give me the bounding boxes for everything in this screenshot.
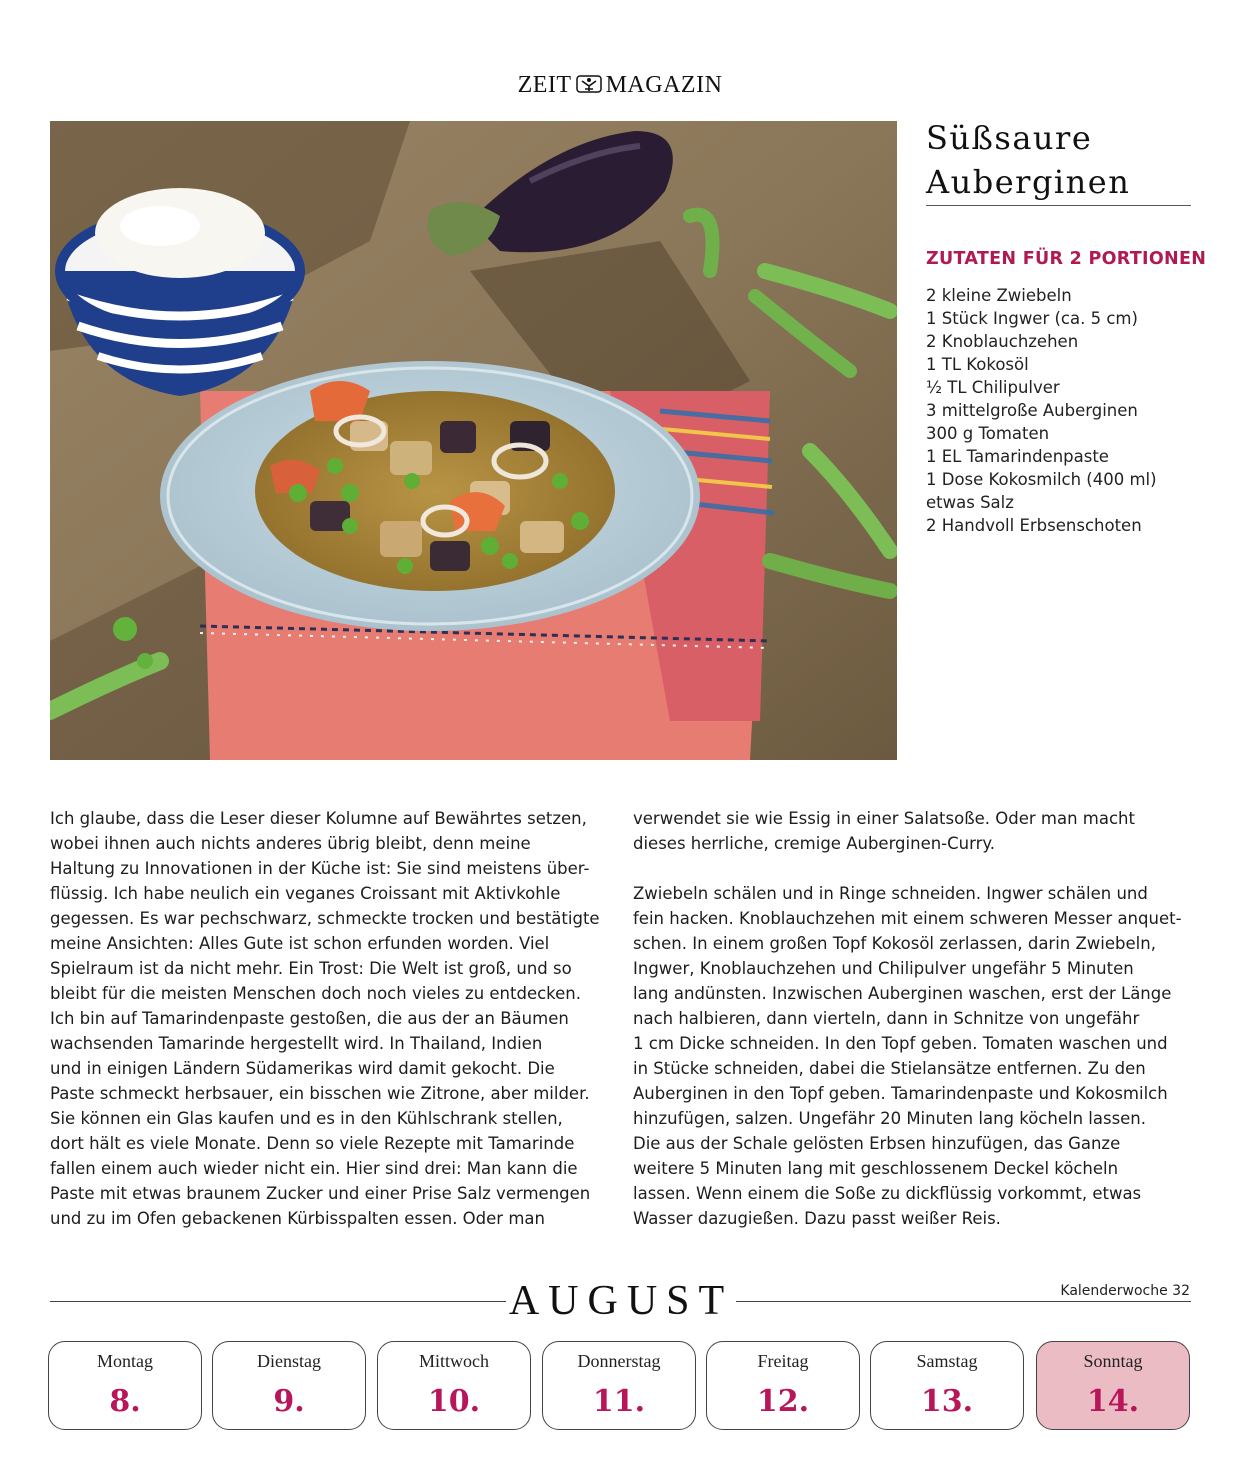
day-number: 14.: [1086, 1384, 1140, 1419]
month-rule-left: [50, 1301, 506, 1302]
week-label: Kalenderwoche 32: [1060, 1283, 1190, 1299]
ingredients-list: [926, 284, 1157, 537]
recipe-title-line1: Süßsaure: [926, 119, 1093, 157]
ingredient-item: 2 Handvoll Erbsenschoten: [926, 516, 1142, 535]
masthead-right: MAGAZIN: [605, 72, 723, 98]
ingredient-item: 1 EL Tamarindenpaste: [926, 447, 1109, 466]
day-number: 13.: [920, 1384, 974, 1419]
day-cell-saturday: [870, 1341, 1024, 1430]
ingredient-item: 1 Stück Ingwer (ca. 5 cm): [926, 309, 1138, 328]
day-name: Sonntag: [1083, 1351, 1143, 1371]
month-rule-right: [736, 1301, 1191, 1302]
ingredients-heading: ZUTATEN FÜR 2 PORTIONEN: [926, 249, 1207, 269]
day-name: Montag: [97, 1351, 153, 1371]
day-number: 8.: [109, 1384, 141, 1419]
eagle-crest-icon: [574, 73, 604, 95]
recipe-title-line2: Auberginen: [926, 163, 1131, 201]
day-cell-friday: [706, 1341, 860, 1430]
masthead-logo: [0, 72, 1240, 99]
article-column-right: verwendet sie wie Essig in einer Salatsoße. Oder man macht dieses herrliche, cremige Auberginen-Curry. Zwiebeln schälen und in Ringe schneiden. Ingwer schälen und fein hacken. Knoblauchzehen mit einem schweren Messer anquet- schen. In einem großen Topf Kokosöl zerlassen, darin Zwiebeln, Ingwer, Knoblauchzehen und Chilipulver ungefähr 5 Minuten lang andünsten. Inzwischen Auberginen waschen, erst der Länge nach halbieren, dann vierteln, dann in Schnitze von ungefähr 1 cm Dicke schneiden. In den Topf geben. Tomaten waschen und in Stücke schneiden, dabei die Stielansätze entfernen. Zu den Auberginen in den Topf geben. Tamarindenpaste und Kokosmilch hinzufügen, salzen. Ungefähr 20 Minuten lang köcheln lassen. Die aus der Schale gelösten Erbsen hinzufügen, das Ganze weitere 5 Minuten lang mit geschlossenem Deckel köcheln lassen. Wenn einem die Soße zu dickflüssig vorkommt, etwas Wasser dazugießen. Dazu passt weißer Reis.: [633, 809, 1182, 1228]
month-title: AUGUST: [508, 1278, 734, 1324]
day-number: 12.: [756, 1384, 810, 1419]
ingredient-item: 3 mittelgroße Auberginen: [926, 401, 1138, 420]
week-days: [48, 1341, 1193, 1432]
day-name: Samstag: [916, 1351, 978, 1371]
day-number: 11.: [592, 1384, 646, 1419]
title-divider: [926, 205, 1191, 206]
day-cell-monday: [48, 1341, 202, 1430]
day-name: Donnerstag: [577, 1351, 661, 1371]
ingredient-item: 2 kleine Zwiebeln: [926, 286, 1072, 305]
day-cell-tuesday: [212, 1341, 366, 1430]
day-cell-sunday: [1036, 1341, 1190, 1430]
day-name: Mittwoch: [419, 1351, 489, 1371]
ingredient-item: ½ TL Chilipulver: [926, 378, 1060, 397]
recipe-title: [926, 116, 1196, 204]
ingredient-item: 1 TL Kokosöl: [926, 355, 1029, 374]
ingredient-item: etwas Salz: [926, 493, 1014, 512]
ingredient-item: 1 Dose Kokosmilch (400 ml): [926, 470, 1157, 489]
article-column-left: Ich glaube, dass die Leser dieser Kolumne auf Bewährtes setzen, wobei ihnen auch nichts anderes übrig bleibt, denn meine Haltung zu Innovationen in der Küche ist: Sie sind meistens über- flüssig. Ich habe neulich ein veganes Croissant mit Aktivkohle gegessen. Es war pechschwarz, schmeckte trocken und bestätigte meine Ansichten: Alles Gute ist schon erfunden worden. Viel Spielraum ist da nicht mehr. Ein Trost: Die Welt ist groß, und so bleibt für die meisten Menschen doch noch vieles zu entdecken. Ich bin auf Tamarindenpaste gestoßen, die aus der an Bäumen wachsenden Tamarinde hergestellt wird. In Thailand, Indien und in einigen Ländern Südamerikas wird damit gekocht. Die Paste schmeckt herbsauer, ein bisschen wie Zitrone, aber milder. Sie können ein Glas kaufen und es in den Kühlschrank stellen, dort hält es viele Monate. Denn so viele Rezepte mit Tamarinde fallen einem auch wieder nicht ein. Hier sind drei: Man kann die Paste mit etwas braunem Zucker und einer Prise Salz vermengen und zu im Ofen gebackenen Kürbisspalten essen. Oder man: [50, 809, 600, 1228]
recipe-photo: [50, 121, 897, 760]
day-number: 10.: [427, 1384, 481, 1419]
day-number: 9.: [273, 1384, 305, 1419]
day-name: Freitag: [757, 1351, 809, 1371]
masthead-left: ZEIT: [517, 72, 572, 98]
day-name: Dienstag: [257, 1351, 321, 1371]
ingredient-item: 2 Knoblauchzehen: [926, 332, 1079, 351]
day-cell-thursday: [542, 1341, 696, 1430]
day-cell-wednesday: [377, 1341, 531, 1430]
ingredient-item: 300 g Tomaten: [926, 424, 1050, 443]
